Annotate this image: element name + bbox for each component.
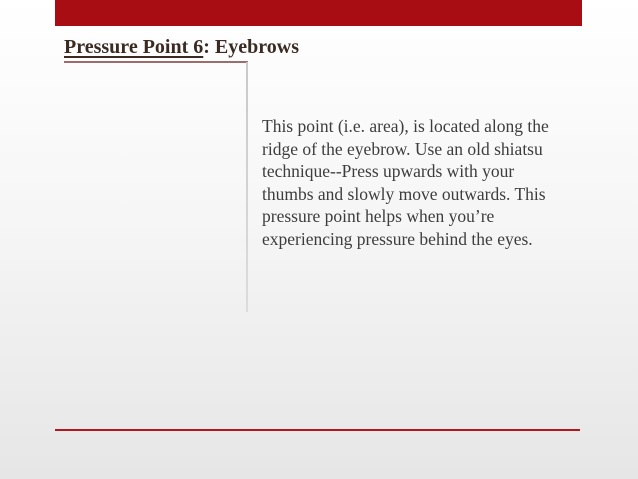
bottom-accent-line xyxy=(55,429,580,431)
slide-body-text: This point (i.e. area), is located along the ridge of the eyebrow. Use an old shiatsu technique--Press upwards with your thumbs and slowly move outwards. This pressure point helps when you’re experiencing pressure behind the eyes. xyxy=(262,116,549,249)
vertical-divider xyxy=(246,62,248,312)
top-accent-bar xyxy=(55,0,582,26)
slide-title xyxy=(64,35,299,59)
slide-title-suffix: : Eyebrows xyxy=(203,36,299,58)
title-divider xyxy=(64,61,248,63)
slide-title-main: Pressure Point 6 xyxy=(64,36,204,58)
